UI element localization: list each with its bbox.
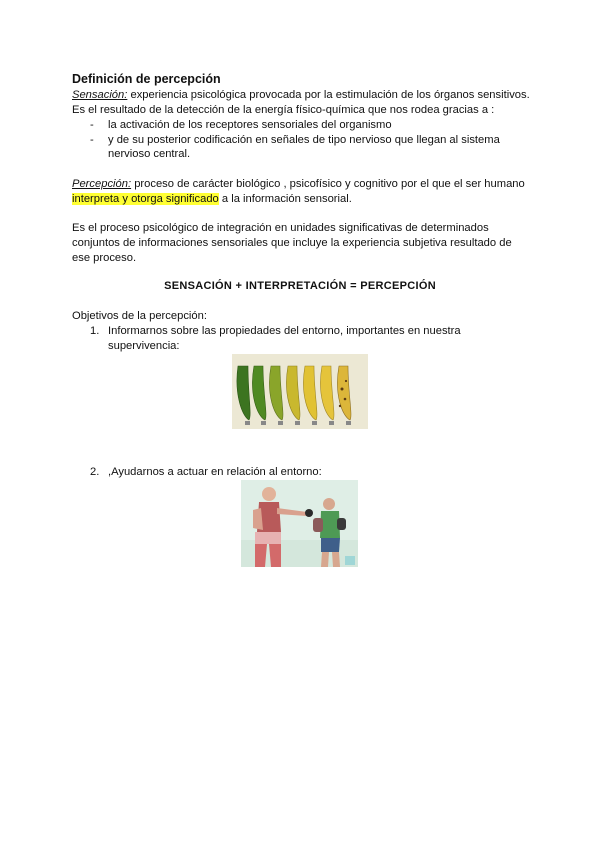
bullet-item: y de su posterior codificación en señales de tipo nervioso que llegan al sistema xyxy=(108,134,500,146)
percepcion-line-2 xyxy=(72,192,352,206)
bananas-icon xyxy=(232,354,368,429)
sensacion-line-2: Es el resultado de la detección de la energía físico-química que nos rodea gracias a : xyxy=(72,104,495,116)
bullet-item-continued: nervioso central. xyxy=(108,148,191,160)
proceso-line: conjuntos de informaciones sensoriales que incluye la experiencia subjetiva resultado de xyxy=(72,237,512,249)
sensacion-definition: experiencia psicológica provocada por la estimulación de los órganos sensitivos. xyxy=(127,89,530,101)
objetivos-title: Objetivos de la percepción: xyxy=(72,310,207,322)
boxing-icon xyxy=(241,480,358,567)
percepcion-definition: proceso de carácter biológico , psicofísico y cognitivo por el que el ser humano xyxy=(131,178,525,190)
percepcion-line-1 xyxy=(72,177,525,191)
proceso-line: Es el proceso psicológico de integración en unidades significativas de determinados xyxy=(72,222,489,234)
objetivo-text: Informarnos sobre las propiedades del entorno, importantes en nuestra xyxy=(108,325,461,337)
page-title: Definición de percepción xyxy=(72,72,221,86)
boxing-figures-image xyxy=(241,480,358,567)
objetivo-text: ,Ayudarnos a actuar en relación al entorno: xyxy=(108,466,322,478)
objetivo-text-continued: supervivencia: xyxy=(108,340,180,352)
list-number: 1. xyxy=(90,325,100,337)
percepcion-term: Percepción: xyxy=(72,178,132,190)
proceso-line: ese proceso. xyxy=(72,252,137,264)
bullet-dash: - xyxy=(90,119,94,131)
sensacion-term: Sensación: xyxy=(72,89,128,101)
highlighted-text: interpreta y otorga significado xyxy=(72,193,219,205)
bananas-ripeness-image xyxy=(232,354,368,429)
percepcion-definition-end: a la información sensorial. xyxy=(218,193,352,205)
sensacion-line-1 xyxy=(72,88,530,102)
bullet-item: la activación de los receptores sensoriales del organismo xyxy=(108,119,392,131)
equation-heading: SENSACIÓN + INTERPRETACIÓN = PERCEPCIÓN xyxy=(164,280,436,292)
list-number: 2. xyxy=(90,466,100,478)
bullet-dash: - xyxy=(90,134,94,146)
